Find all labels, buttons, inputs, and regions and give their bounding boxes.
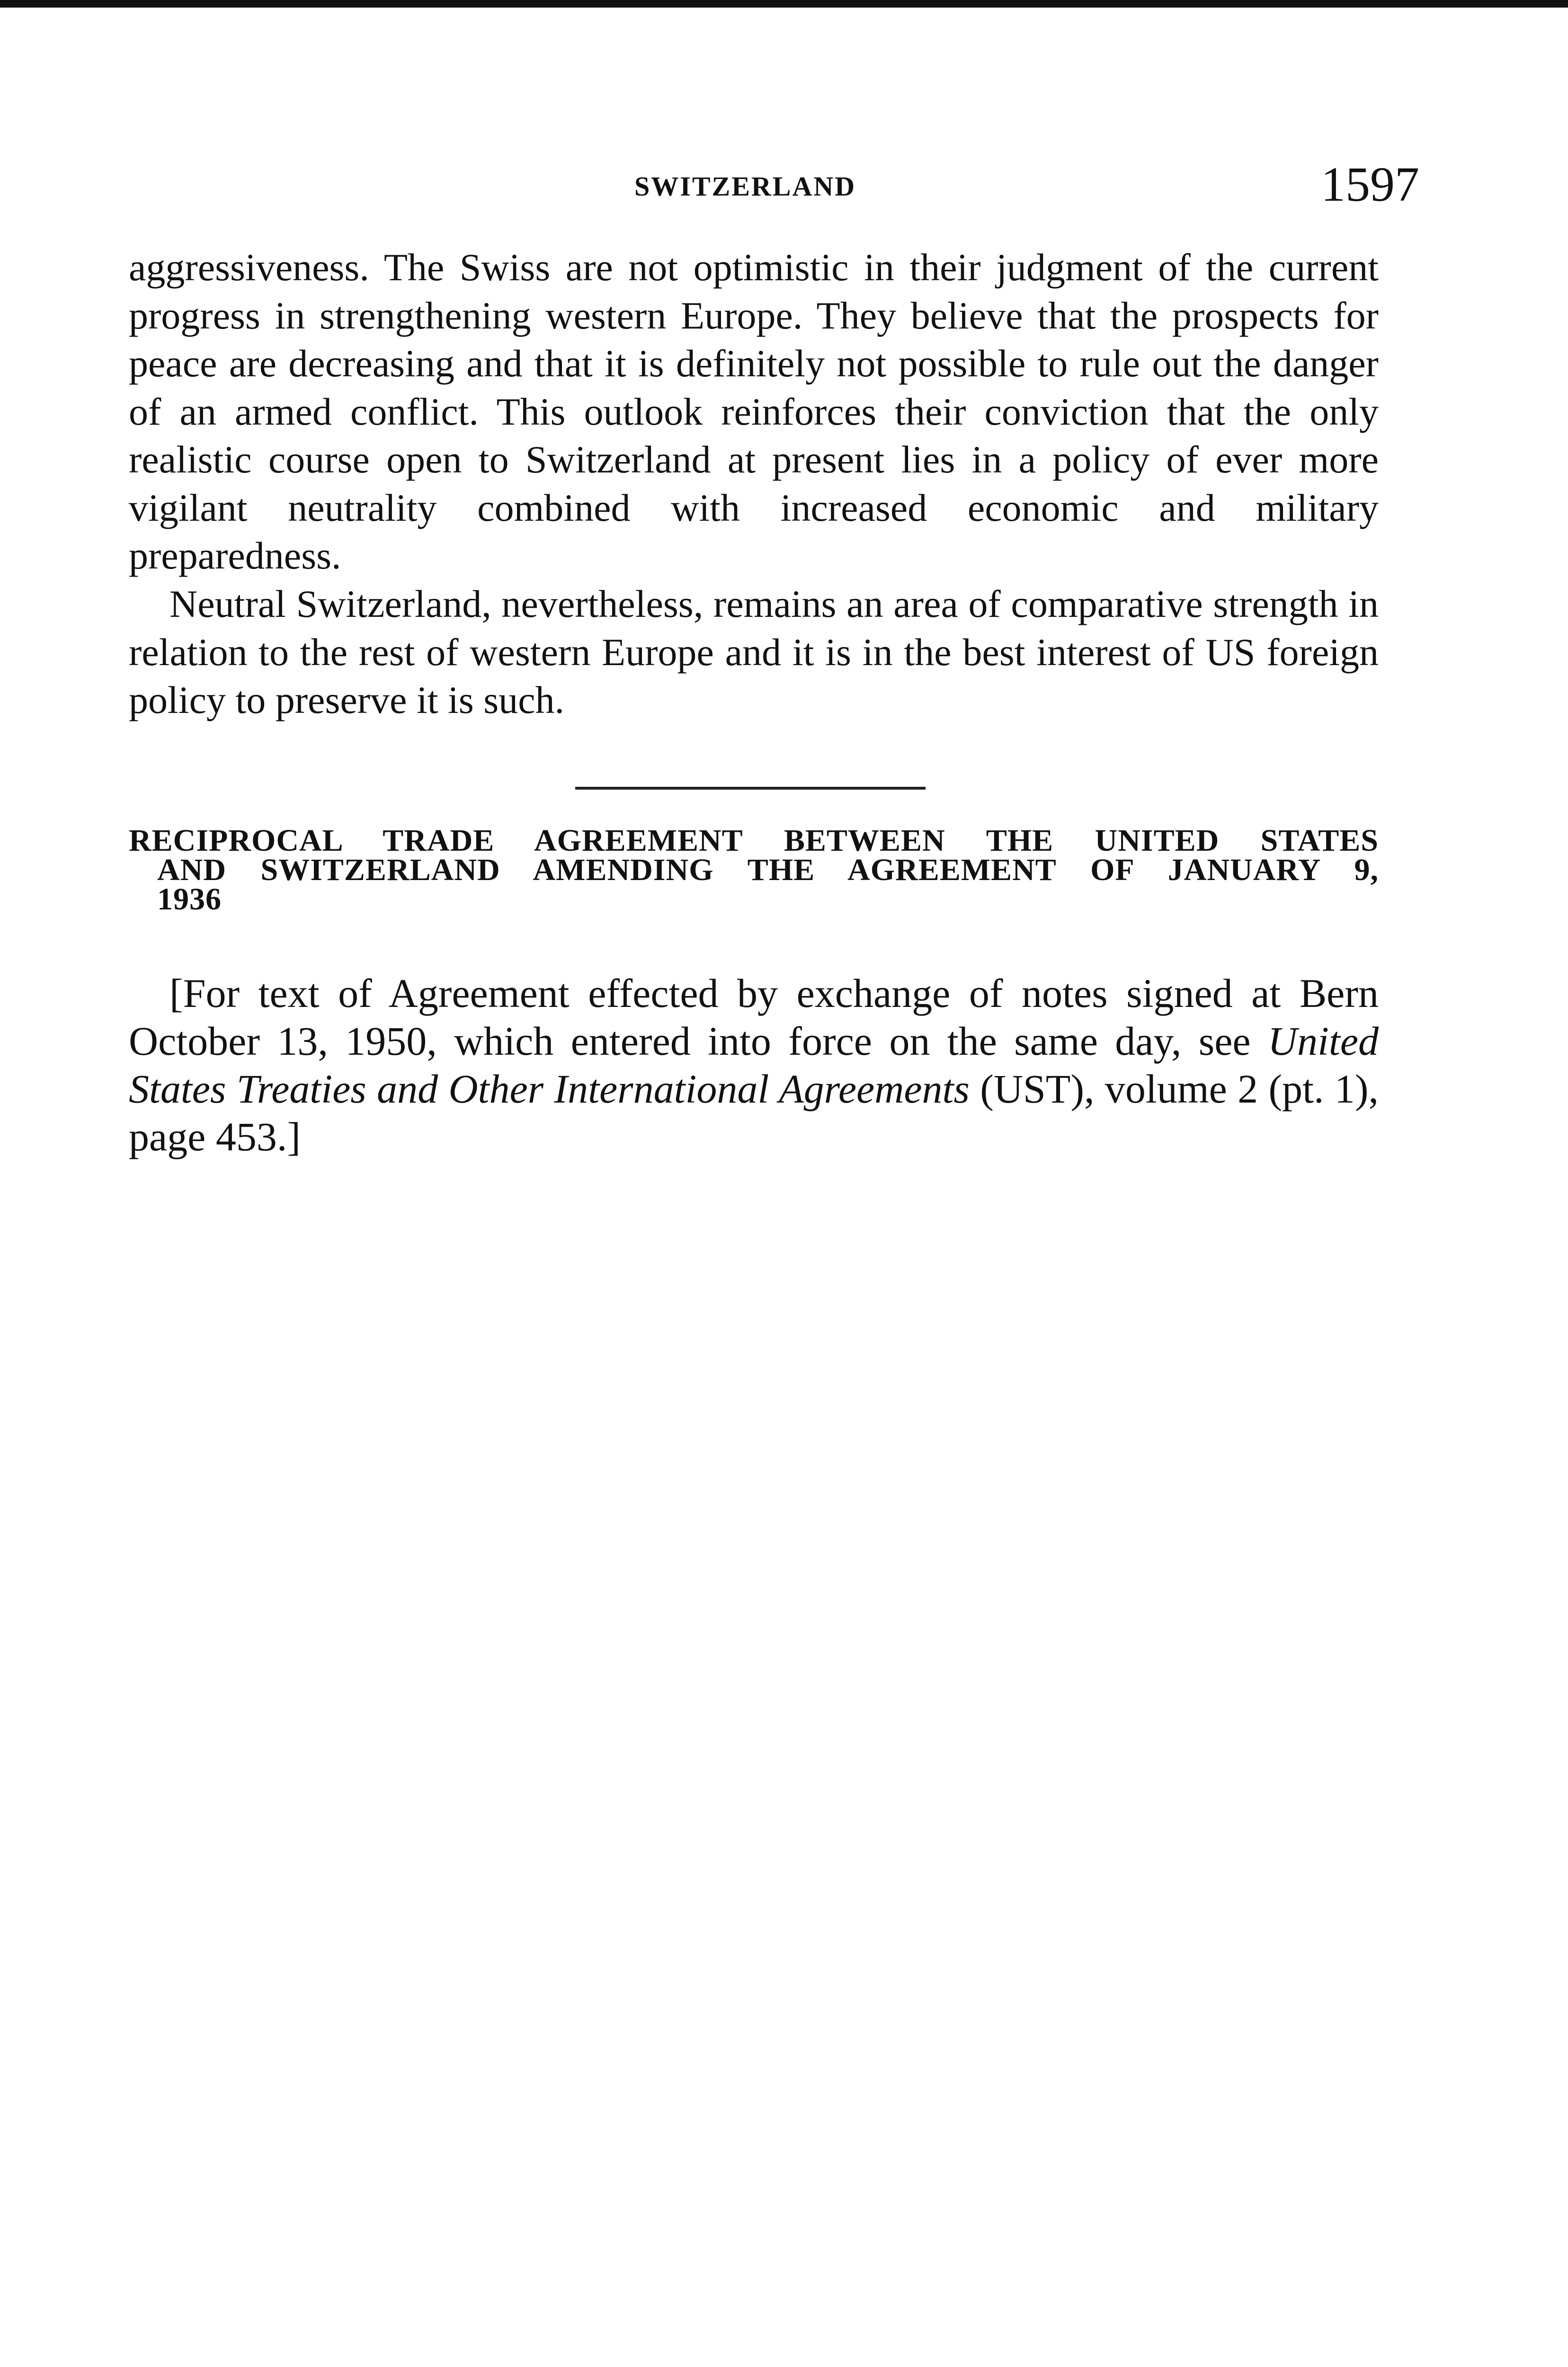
section-heading-line-3: 1936 [157,882,222,917]
section-divider [575,787,926,790]
running-header [0,156,1568,213]
page-number: 1597 [1321,157,1419,212]
publication-title: United States Treaties and Other International Agreements [129,1018,1379,1112]
running-title: SWITZERLAND [634,171,856,202]
agreement-note [129,970,1379,1161]
paragraph-1: aggressiveness. The Swiss are not optimistic in their judgment of the current progress in strengthening western Europe. They believe that the prospects for peace are decreasing and that it is definitely not possible to rule out the danger of an armed conflict. This outlook reinforces their conviction that the only realistic course open to Switzerland at present lies in a policy of ever more vigilant neutrality combined with increased economic and military preparedness. [129,246,1379,577]
section-heading-line-1: RECIPROCAL TRADE AGREEMENT BETWEEN THE UNITED STATES [129,823,1379,858]
agreement-note-text-before: [For text of Agreement effected by exchange of notes signed at Bern October 13, 1950, which entered into force on the same day, see [129,970,1379,1064]
top-border-rule [0,0,1568,8]
section-heading [129,823,1379,917]
section-heading-line-2: AND SWITZERLAND AMENDING THE AGREEMENT OF JANUARY 9, [157,853,1379,887]
paragraph-2: Neutral Switzerland, nevertheless, remains an area of comparative strength in relation to the rest of western Europe and it is in the best interest of US foreign policy to preserve it is such. [129,582,1379,721]
agreement-note-text-after: (UST), volume 2 (pt. 1), page 453.] [129,1066,1379,1159]
